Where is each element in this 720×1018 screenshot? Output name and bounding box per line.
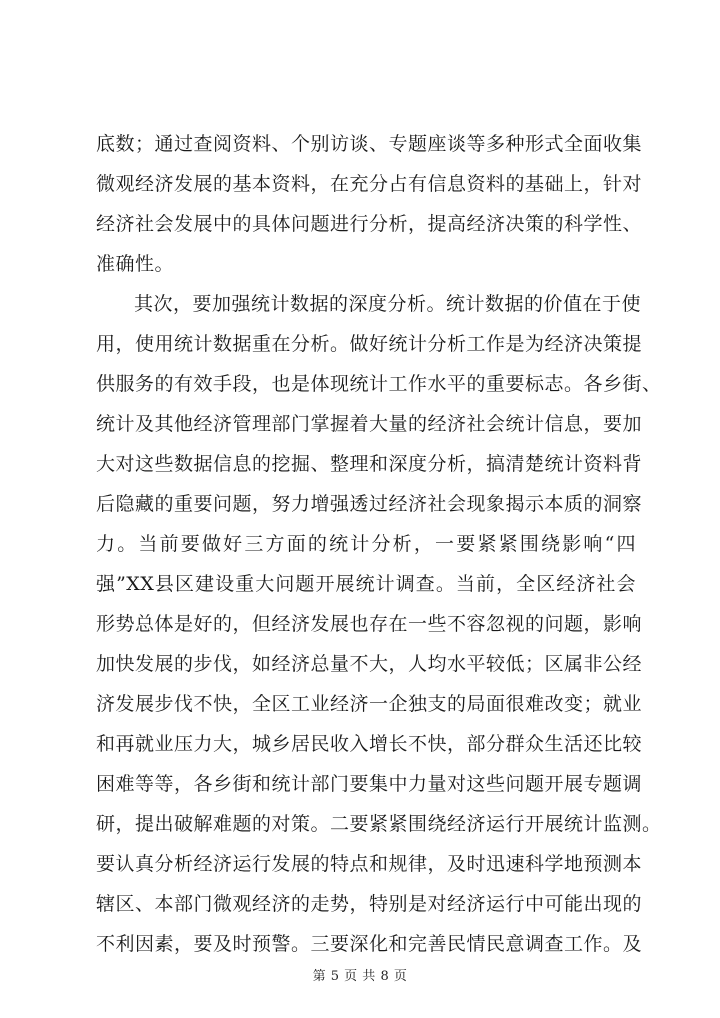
text-line: 用，使用统计数据重在分析。做好统计分析工作是为经济决策提	[96, 333, 643, 355]
text-line: 底数；通过查阅资料、个别访谈、专题座谈等多种形式全面收集	[96, 133, 643, 155]
text-line: 大对这些数据信息的挖掘、整理和深度分析，搞清楚统计资料背	[96, 453, 643, 475]
text-line: 不利因素，要及时预警。三要深化和完善民情民意调查工作。及	[96, 933, 643, 955]
text-line: 微观经济发展的基本资料，在充分占有信息资料的基础上，针对	[96, 173, 643, 195]
text-line: 困难等等，各乡街和统计部门要集中力量对这些问题开展专题调	[96, 773, 643, 795]
text-line: 济发展步伐不快，全区工业经济一企独支的局面很难改变；就业	[96, 693, 643, 715]
text-line: 经济社会发展中的具体问题进行分析，提高经济决策的科学性、	[96, 213, 643, 235]
text-line: 后隐藏的重要问题，努力增强透过经济社会现象揭示本质的洞察	[96, 493, 643, 515]
text-line: 辖区、本部门微观经济的走势，特别是对经济运行中可能出现的	[96, 893, 643, 915]
text-line: 力。当前要做好三方面的统计分析，一要紧紧围绕影响“四	[96, 533, 636, 555]
text-line: 研，提出破解难题的对策。二要紧紧围绕经济运行开展统计监测。	[96, 813, 662, 835]
paragraph-first-line: 其次，要加强统计数据的深度分析。统计数据的价值在于使	[134, 293, 642, 315]
text-line: 加快发展的步伐，如经济总量不大，人均水平较低；区属非公经	[96, 653, 643, 675]
text-line: 准确性。	[96, 253, 175, 275]
text-line: 形势总体是好的，但经济发展也存在一些不容忽视的问题，影响	[96, 613, 643, 635]
text-line: 供服务的有效手段，也是体现统计工作水平的重要标志。各乡街、	[96, 373, 662, 395]
text-line: 强”XX县区建设重大问题开展统计调查。当前，全区经济社会	[96, 573, 636, 595]
text-line: 和再就业压力大，城乡居民收入增长不快，部分群众生活还比较	[96, 733, 643, 755]
text-line: 统计及其他经济管理部门掌握着大量的经济社会统计信息，要加	[96, 413, 643, 435]
page-number-footer: 第 5 页 共 8 页	[312, 969, 408, 984]
text-line: 要认真分析经济运行发展的特点和规律，及时迅速科学地预测本	[96, 853, 643, 875]
